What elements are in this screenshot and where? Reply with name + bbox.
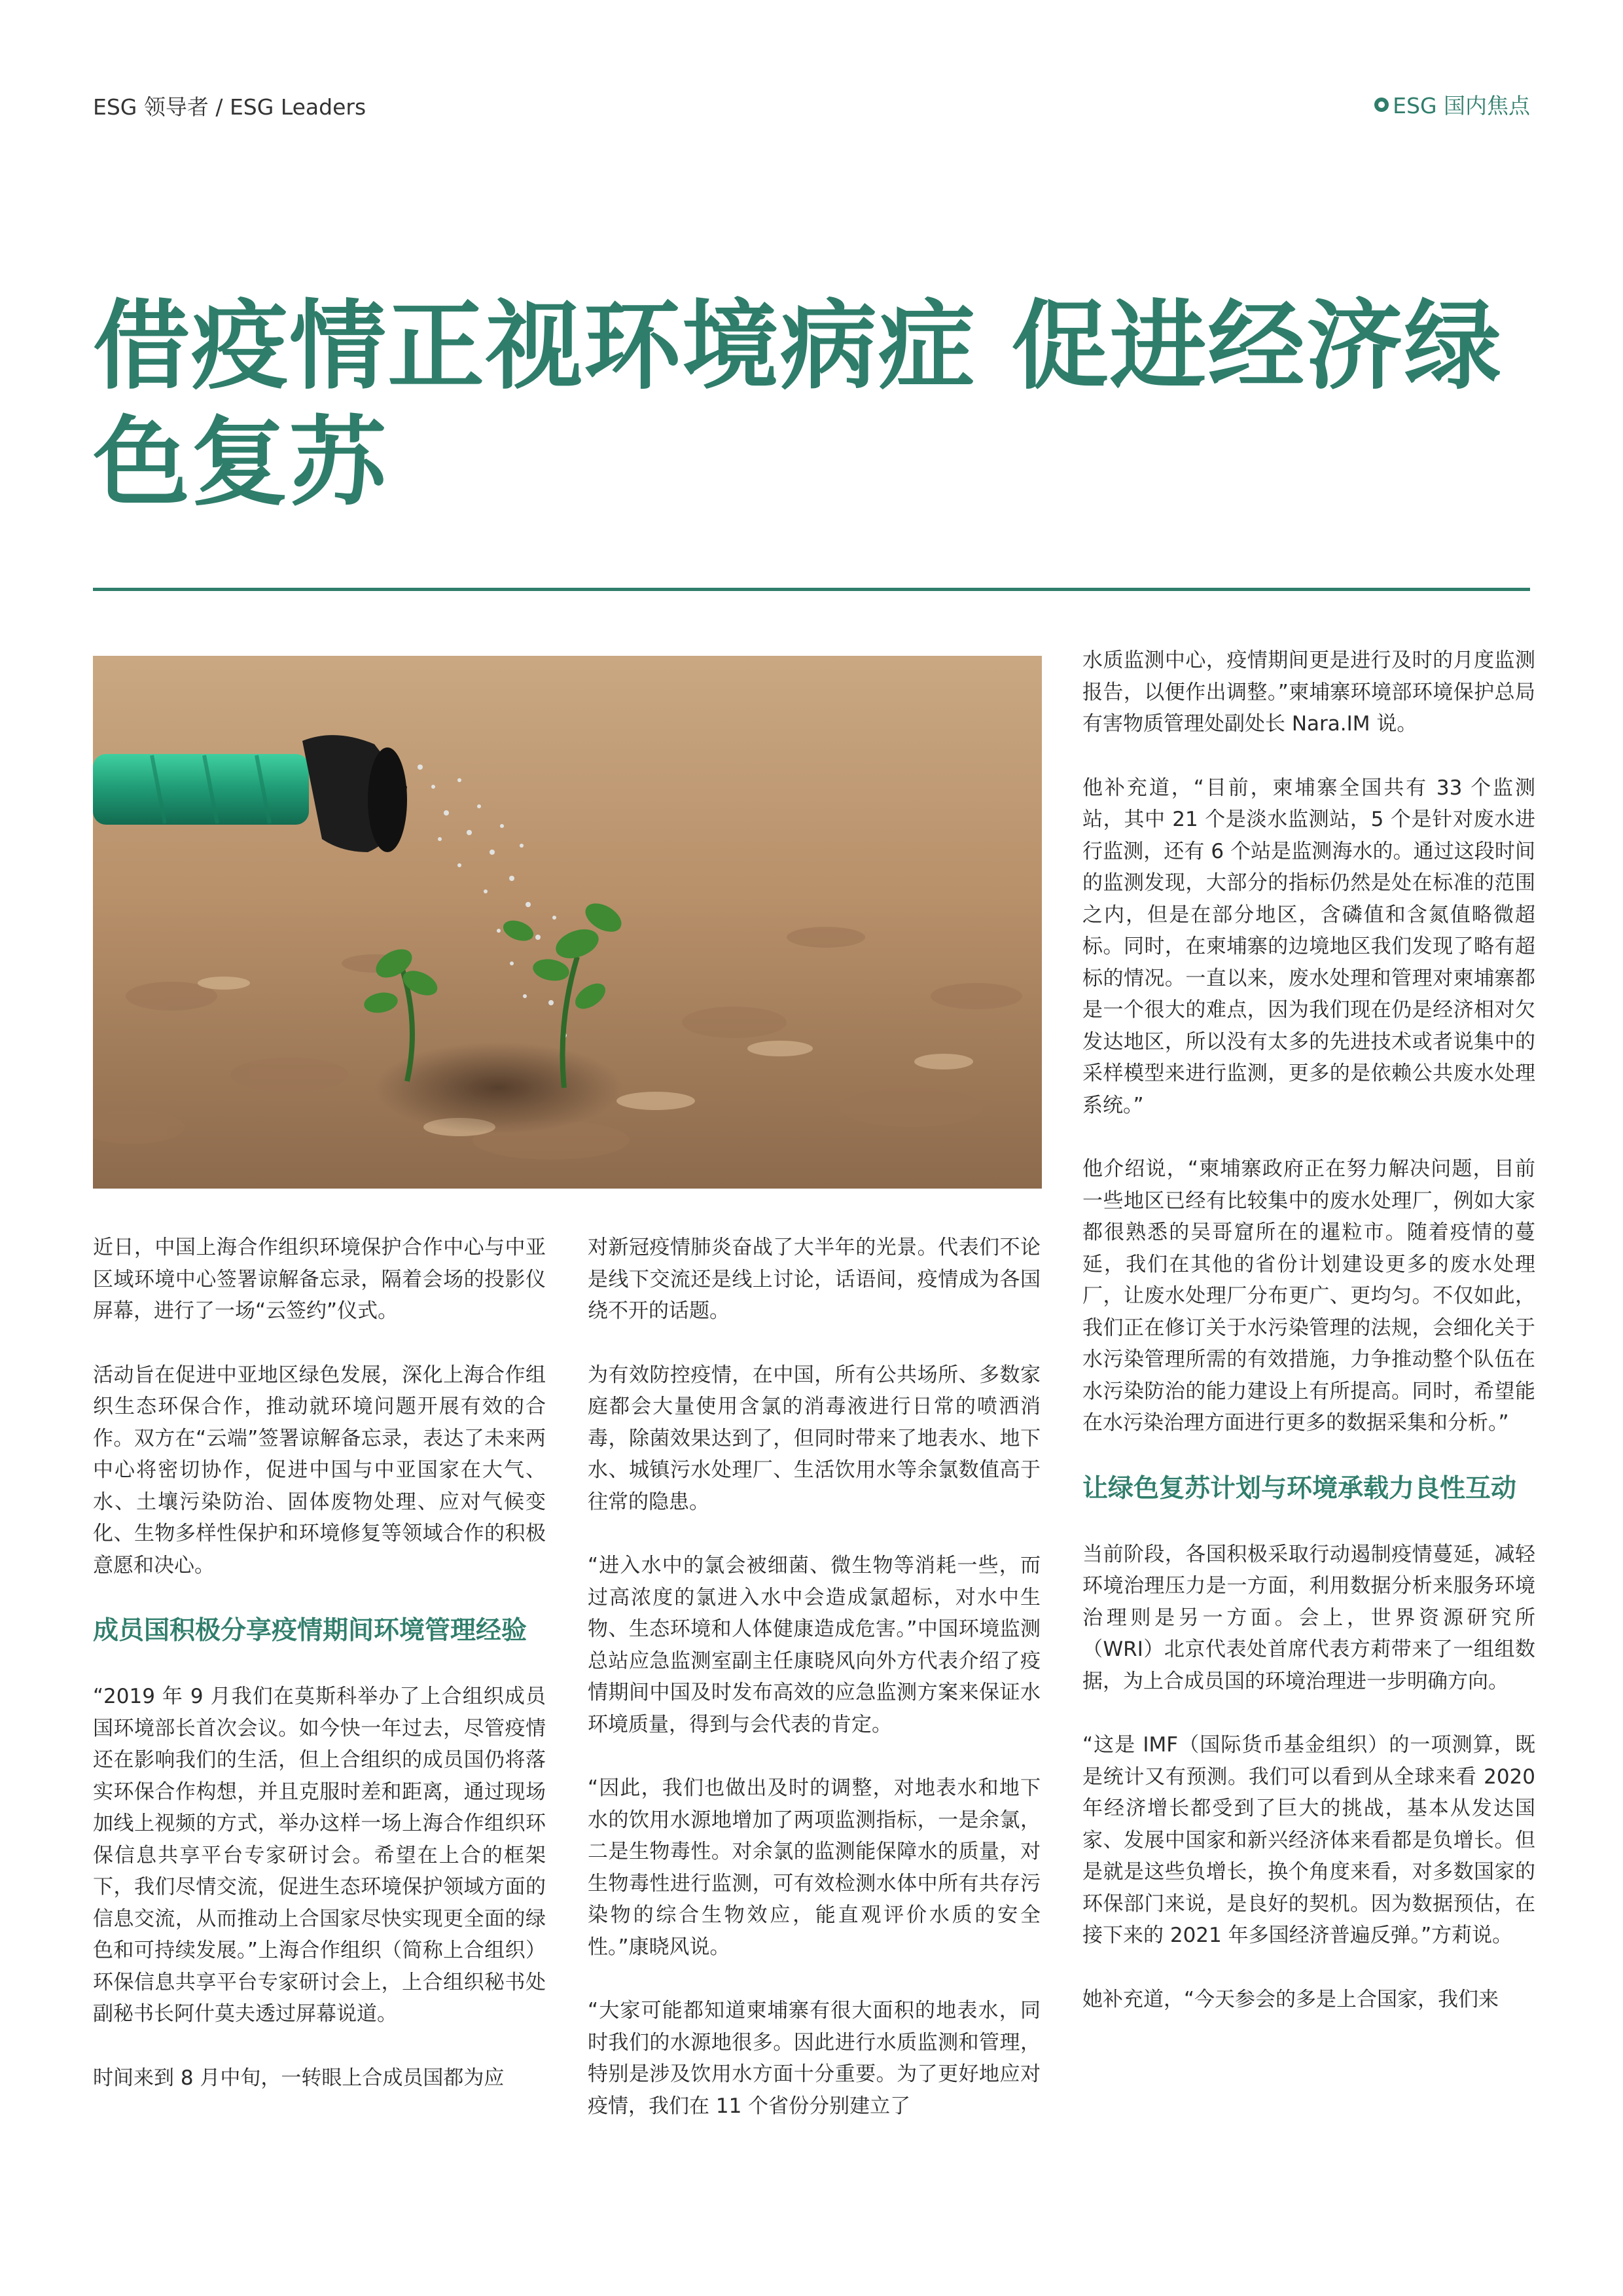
paragraph: “大家可能都知道柬埔寨有很大面积的地表水，同时我们的水源地很多。因此进行水质监测和管理，特别是涉及饮用水方面十分重要。为了更好地应对疫情，我们在 11 个省份分别建立了 (588, 1999, 1041, 2118)
article-title-line1: 借疫情正视环境病症 促进经济绿 (93, 290, 1503, 403)
section-label: ESG 国内焦点 (1393, 93, 1530, 118)
section-ring-icon (1374, 98, 1389, 112)
article-title (93, 288, 1533, 521)
paragraph: 近日，中国上海合作组织环境保护合作中心与中亚区域环境中心签署谅解备忘录，隔着会场的投影仪屏幕，进行了一场“云签约”仪式。 (93, 1236, 546, 1323)
paragraph: 水质监测中心，疫情期间更是进行及时的月度监测报告，以便作出调整。”柬埔寨环境部环境保护总局有害物质管理处副处长 Nara.IM 说。 (1082, 649, 1535, 736)
paragraph: 他介绍说，“柬埔寨政府正在努力解决问题，目前一些地区已经有比较集中的废水处理厂，例如大家都很熟悉的吴哥窟所在的暹粒市。随着疫情的蔓延，我们在其他的省份计划建设更多的废水处理厂，让废水处理厂分布更广、更均匀。不仅如此，我们正在修订关于水污染管理的法规，会细化关于水污染管理所需的有效措施，力争推动整个队伍在水污染防治的能力建设上有所提高。同时，希望能在水污染治理方面进行更多的数据采集和分析。” (1082, 1157, 1535, 1435)
paragraph: 活动旨在促进中亚地区绿色发展，深化上海合作组织生态环保合作，推动就环境问题开展有效的合作。双方在“云端”签署谅解备忘录，表达了未来两中心将密切协作，促进中国与中亚国家在大气、水、土壤污染防治、固体废物处理、应对气候变化、生物多样性保护和环境修复等领域合作的积极意愿和决心。 (93, 1363, 546, 1577)
running-header-right (1374, 89, 1530, 120)
watering-seedling-photo (93, 656, 1042, 1189)
text-column-3 (1082, 645, 1535, 2047)
paragraph: 对新冠疫情肺炎奋战了大半年的光景。代表们不论是线下交流还是线上讨论，话语间，疫情成为各国绕不开的话题。 (588, 1236, 1041, 1323)
paragraph: “2019 年 9 月我们在莫斯科举办了上合组织成员国环境部长首次会议。如今快一年过去，尽管疫情还在影响我们的生活，但上合组织的成员国仍将落实环保合作构想，并且克服时差和距离，通过现场加线上视频的方式，举办这样一场上海合作组织环保信息共享平台专家研讨会。希望在上合的框架下，我们尽情交流，促进生态环境保护领域方面的信息交流，从而推动上合国家尽快实现更全面的绿色和可持续发展。”上海合作组织（简称上合组织）环保信息共享平台专家研讨会上，上合组织秘书处副秘书长阿什莫夫透过屏幕说道。 (93, 1685, 546, 2026)
paragraph: “进入水中的氯会被细菌、微生物等消耗一些，而过高浓度的氯进入水中会造成氯超标，对水中生物、生态环境和人体健康造成危害。”中国环境监测总站应急监测室副主任康晓风向外方代表介绍了疫情期间中国及时发布高效的应急监测方案来保证水环境质量，得到与会代表的肯定。 (588, 1554, 1041, 1736)
text-column-2 (588, 1232, 1041, 2154)
running-header-left: ESG 领导者 / ESG Leaders (93, 94, 366, 120)
article-title-line2: 色复苏 (93, 406, 387, 519)
paragraph: “因此，我们也做出及时的调整，对地表水和地下水的饮用水源地增加了两项监测指标，一是余氯，二是生物毒性。对余氯的监测能保障水的质量，对生物毒性进行监测，可有效检测水体中所有共存污染物的综合生物效应，能直观评价水质的安全性。”康晓风说。 (588, 1776, 1041, 1959)
paragraph: 他补充道，“目前，柬埔寨全国共有 33 个监测站，其中 21 个是淡水监测站，5 个是针对废水进行监测，还有 6 个站是监测海水的。通过这段时间的监测发现，大部分的指标仍然是处在标准的范围之内，但是在部分地区，含磷值和含氮值略微超标。同时，在柬埔寨的边境地区我们发现了略有超标的情况。一直以来，废水处理和管理对柬埔寨都是一个很大的难点，因为我们现在仍是经济相对欠发达地区，所以没有太多的先进技术或者说集中的采样模型来进行监测，更多的是依赖公共废水处理系统。” (1082, 776, 1535, 1117)
paragraph: 当前阶段，各国积极采取行动遏制疫情蔓延，减轻环境治理压力是一方面，利用数据分析来服务环境治理则是另一方面。会上，世界资源研究所（WRI）北京代表处首席代表方莉带来了一组组数据，为上合成员国的环境治理进一步明确方向。 (1082, 1542, 1535, 1693)
paragraph: 时间来到 8 月中旬，一转眼上合成员国都为应 (93, 2066, 505, 2090)
section-heading: 成员国积极分享疫情期间环境管理经验 (93, 1616, 527, 1645)
paragraph: 她补充道，“今天参会的多是上合国家，我们来 (1082, 1987, 1499, 2011)
title-divider (93, 588, 1530, 591)
paragraph: 为有效防控疫情，在中国，所有公共场所、多数家庭都会大量使用含氯的消毒液进行日常的喷洒消毒，除菌效果达到了，但同时带来了地表水、地下水、城镇污水处理厂、生活饮用水等余氯数值高于往常的隐患。 (588, 1363, 1041, 1514)
section-heading: 让绿色复苏计划与环境承载力良性互动 (1082, 1473, 1517, 1503)
text-column-1 (93, 1232, 546, 2126)
photo-illustration (93, 656, 1042, 1189)
paragraph: “这是 IMF（国际货币基金组织）的一项测算，既是统计又有预测。我们可以看到从全球来看 2020 年经济增长都受到了巨大的挑战，基本从发达国家、发展中国家和新兴经济体来看都是负增长。但是就是这些负增长，换个角度来看，对多数国家的环保部门来说，是良好的契机。因为数据预估，在接下来的 2021 年多国经济普遍反弹。”方莉说。 (1082, 1733, 1535, 1947)
